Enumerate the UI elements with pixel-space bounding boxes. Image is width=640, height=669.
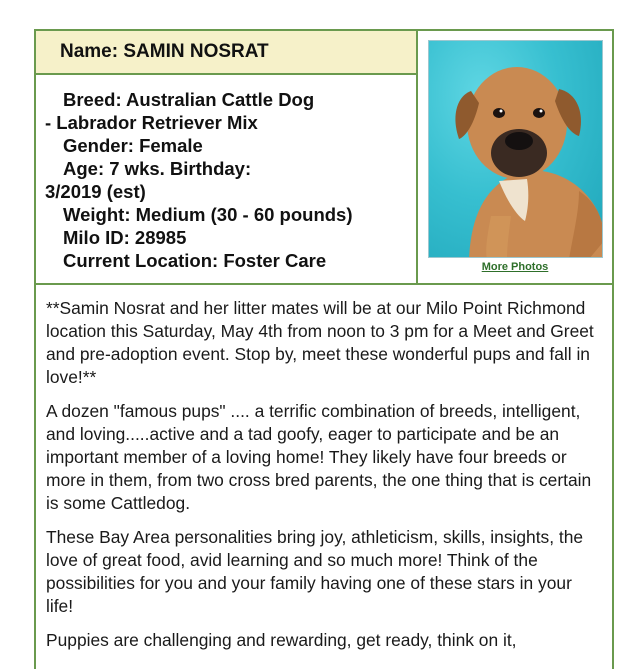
photo-panel [418,31,612,283]
profile-info [36,31,418,283]
dog-photo[interactable] [428,40,603,258]
description [36,285,612,652]
description-paragraph: These Bay Area personalities bring joy, athleticism, skills, insights, the love of great food, avid learning and so much more! Think of the possibilities for you and your family having one of these stars in your life! [46,527,584,616]
more-photos-link[interactable]: More Photos [481,261,549,273]
detail-line: Current Location: Foster Care [63,250,327,271]
detail-line: Gender: Female [63,135,203,156]
detail-line: Breed: Australian Cattle Dog [63,89,315,110]
detail-line: Milo ID: 28985 [63,227,187,248]
profile-header [36,31,612,285]
puppy-illustration [429,41,603,258]
description-paragraph: A dozen "famous pups" .... a terrific combination of breeds, intelligent, and loving.....active and a tad goofy, eager to participate and be an important member of a loving home! They likely have four breeds or more in them, from two cross bred parents, the one thing that is certain is some Cattledog. [46,401,592,513]
dog-name: Name: SAMIN NOSRAT [36,31,416,75]
dog-profile-card [34,29,614,669]
description-paragraph: **Samin Nosrat and her litter mates will be at our Milo Point Richmond location this Saturday, May 4th from noon to 3 pm for a Meet and Greet and pre-adoption event. Stop by, meet these wonderful pups and fall in love!** [46,298,594,387]
profile-details [36,75,416,272]
description-paragraph: Puppies are challenging and rewarding, get ready, think on it, [46,630,517,650]
detail-line: 3/2019 (est) [45,181,146,202]
detail-line: Weight: Medium (30 - 60 pounds) [63,204,353,225]
detail-line: - Labrador Retriever Mix [45,112,258,133]
detail-line: Age: 7 wks. Birthday: [63,158,252,179]
